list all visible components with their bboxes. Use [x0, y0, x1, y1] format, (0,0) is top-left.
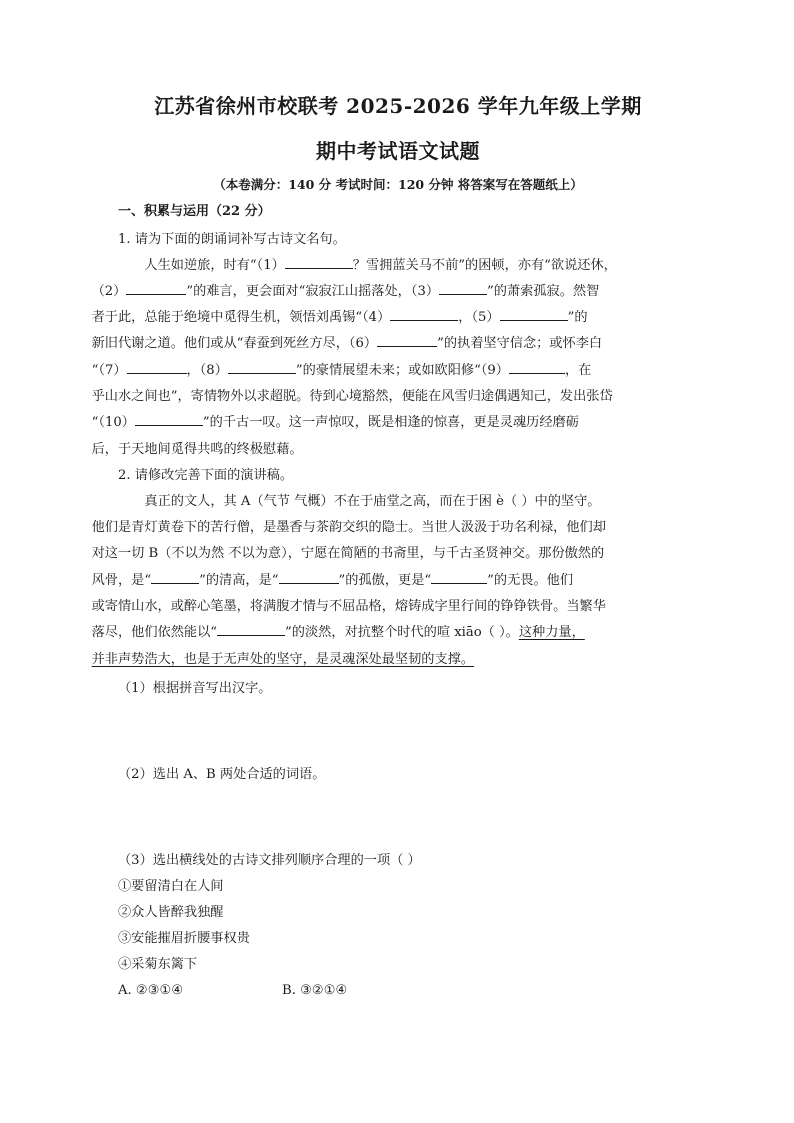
answer-options	[118, 978, 678, 1004]
blank-8[interactable]	[228, 359, 296, 374]
choice-item-4: ④采菊东篱下	[118, 956, 198, 972]
question-2-prompt: 2. 请修改完善下面的演讲稿。	[118, 467, 294, 483]
question-1-prompt: 1. 请为下面的朗诵词补写古诗文名句。	[118, 231, 346, 247]
sub-question-2: （2）选出 A、B 两处合适的词语。	[118, 766, 326, 782]
blank-6[interactable]	[377, 332, 437, 347]
sub-question-1: （1）根据拼音写出汉字。	[118, 680, 272, 696]
speech-blank-2[interactable]	[279, 569, 339, 584]
blank-5[interactable]	[500, 306, 568, 321]
blank-3[interactable]	[439, 280, 487, 295]
answer-space-2[interactable]	[118, 788, 678, 848]
choice-item-3: ③安能摧眉折腰事权贵	[118, 930, 250, 946]
exam-page	[91, 94, 678, 1004]
option-b[interactable]: B. ③②①④	[282, 982, 348, 998]
answer-space-1[interactable]	[118, 702, 678, 762]
exam-title-line1: 江苏省徐州市校联考 2025-2026 学年九年级上学期	[154, 94, 642, 118]
blank-1[interactable]	[285, 254, 353, 269]
question-2-speech: 真正的文人，其 A（气节 气概）不在于庙堂之高，而在于困 è（ ）中的坚守。 他们是青灯黄卷下的苦行僧，是墨香与茶韵交织的隐士。当世人汲汲于功名利禄，他们却 对这一切 B（不以为然 不以为意），宁愿在简陋的书斋里，与千古圣贤神交。那份傲然的 风骨，是“ ”的清高，是“ ”的孤傲，更是“ ”的无畏。他们 或寄情山水，或醉心笔墨，将满腹才情与不屈品格，熔铸成字里行间的铮铮铁骨。当繁华 落尽，他们依然能以“ ”的淡然，对抗整个时代的喧 xiāo（ ）。这种力量， 并非声势浩大，也是于无声处的坚守，是灵魂深处最坚韧的支撑。	[91, 493, 606, 667]
speech-blank-3[interactable]	[431, 569, 487, 584]
blank-9[interactable]	[509, 359, 565, 374]
blank-10[interactable]	[135, 411, 203, 426]
choice-item-1: ①要留清白在人间	[118, 878, 224, 894]
speech-blank-1[interactable]	[151, 569, 199, 584]
sub-question-3: （3）选出横线处的古诗文排列顺序合理的一项（ ）	[118, 852, 421, 868]
speech-blank-4[interactable]	[217, 621, 285, 636]
exam-title-line2: 期中考试语文试题	[316, 139, 480, 163]
choice-item-2: ②众人皆醉我独醒	[118, 904, 224, 920]
section-heading: 一、积累与运用（22 分）	[118, 203, 271, 219]
underlined-sentence-end: 并非声势浩大，也是于无声处的坚守，是灵魂深处最坚韧的支撑。	[91, 651, 475, 667]
blank-4[interactable]	[390, 306, 458, 321]
blank-7[interactable]	[127, 359, 187, 374]
underlined-sentence-start: 这种力量，	[518, 625, 585, 641]
option-a[interactable]: A. ②③①④	[118, 982, 184, 998]
blank-2[interactable]	[126, 280, 186, 295]
question-1-passage: 人生如逆旅，时有“（1） ？雪拥蓝关马不前”的困顿，亦有“欲说还休， （2） ”的难言，更会面对“寂寂江山摇落处，（3） ”的萧索孤寂。然智 者于此，总能于绝境中觅得生机，领悟刘禹锡“（4） ，（5） ”的 新旧代谢之道。他们或从“春蚕到死丝方尽，（6） ”的执着坚守信念；或怀李白 “（7） ，（8） ”的豪情展望未来；或如欧阳修“（9） ，在 乎山水之间也”，寄情物外以求超脱。待到心境豁然，便能在风雪归途偶遇知己，发出张岱 “（10） ”的千古一叹。这一声惊叹，既是相逢的惊喜，更是灵魂历经磨砺 后，于天地间觅得共鸣的终极慰藉。	[118, 253, 678, 463]
exam-subtitle: （本卷满分：140 分 考试时间：120 分钟 将答案写在答题纸上）	[213, 177, 583, 192]
